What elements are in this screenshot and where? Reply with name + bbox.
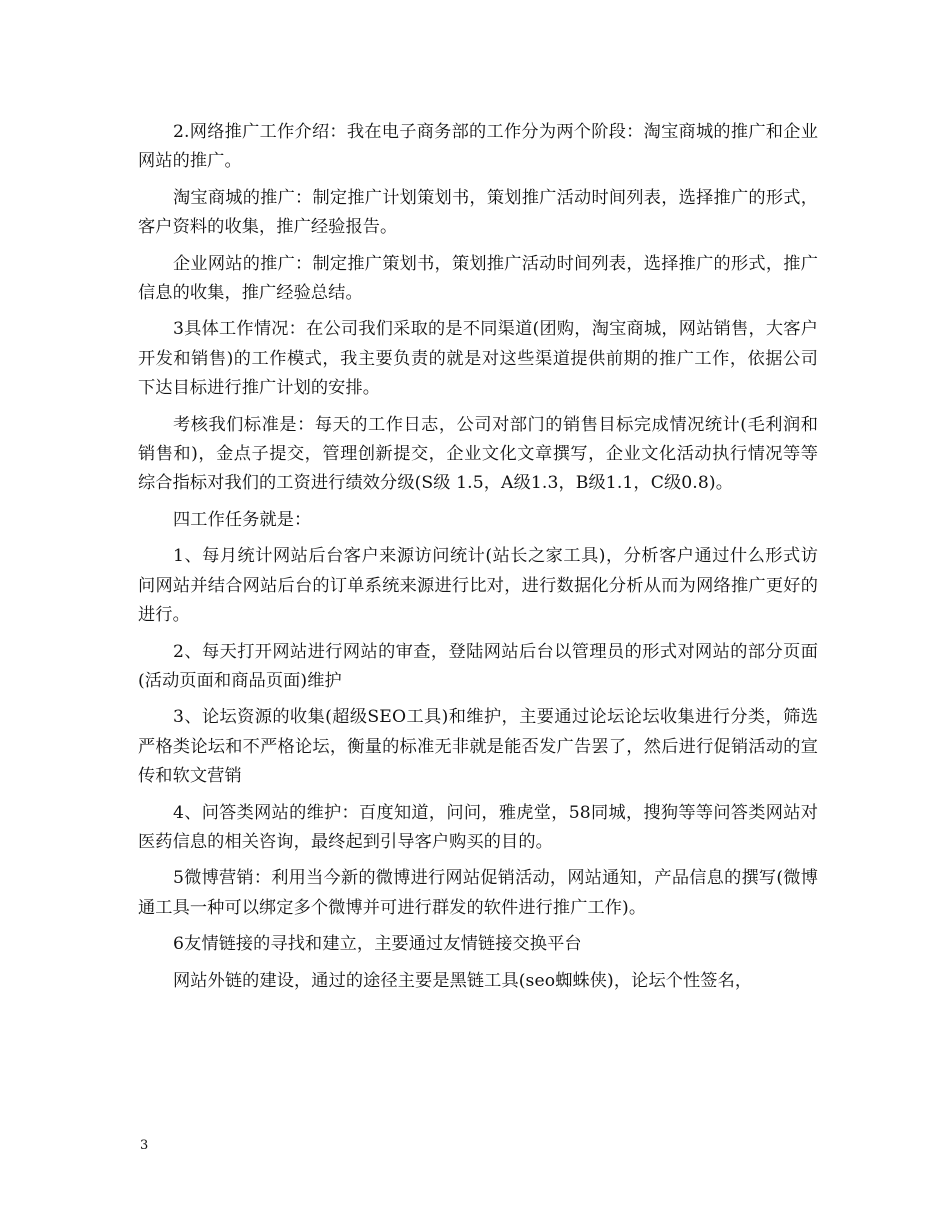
paragraph-task-6: 6友情链接的寻找和建立，主要通过友情链接交换平台	[173, 934, 582, 955]
paragraph-taobao-promotion: 淘宝商城的推广：制定推广计划策划书，策划推广活动时间列表，选择推广的形式，客户资料的收集，推广经验报告。	[138, 187, 818, 238]
paragraph-external-links: 网站外链的建设，通过的途径主要是黑链工具(seo蜘蛛侠)，论坛个性签名，	[173, 970, 753, 991]
paragraph-assessment-standard: 考核我们标准是：每天的工作日志，公司对部门的销售目标完成情况统计(毛利润和销售和)，金点子提交，管理创新提交，企业文化文章撰写，企业文化活动执行情况等等综合指标对我们的工资进行绩效分级(S级 1.5，A级1.3，B级1.1，C级0.8)。	[138, 414, 818, 494]
paragraph-network-promotion-intro: 2.网络推广工作介绍：我在电子商务部的工作分为两个阶段：淘宝商城的推广和企业网站的推广。	[138, 122, 818, 172]
paragraph-task-5: 5微博营销：利用当今新的微博进行网站促销活动，网站通知，产品信息的撰写(微博通工具一种可以绑定多个微博并可进行群发的软件进行推广工作)。	[138, 868, 818, 918]
paragraph-task-3: 3、论坛资源的收集(超级SEO工具)和维护，主要通过论坛论坛收集进行分类，筛选严格类论坛和不严格论坛，衡量的标准无非就是能否发广告罢了，然后进行促销活动的宣传和软文营销	[138, 707, 818, 787]
paragraph-task-heading: 四工作任务就是：	[173, 509, 312, 530]
page-number: 3	[140, 1138, 149, 1153]
paragraph-work-situation: 3具体工作情况：在公司我们采取的是不同渠道(团购，淘宝商城，网站销售，大客户开发和销售)的工作模式，我主要负责的就是对这些渠道提供前期的推广工作，依据公司下达目标进行推广计划的安排。	[138, 319, 818, 399]
paragraph-task-2: 2、每天打开网站进行网站的审查，登陆网站后台以管理员的形式对网站的部分页面(活动页面和商品页面)维护	[138, 641, 818, 691]
paragraph-task-1: 1、每月统计网站后台客户来源访问统计(站长之家工具)，分析客户通过什么形式访问网站并结合网站后台的订单系统来源进行比对，进行数据化分析从而为网络推广更好的进行。	[138, 546, 818, 626]
paragraph-enterprise-site-promotion: 企业网站的推广：制定推广策划书，策划推广活动时间列表，选择推广的形式，推广信息的收集，推广经验总结。	[138, 253, 818, 304]
paragraph-task-4: 4、问答类网站的维护：百度知道，问问，雅虎堂，58同城，搜狗等等问答类网站对医药信息的相关咨询，最终起到引导客户购买的目的。	[138, 802, 818, 852]
document-body	[138, 118, 818, 1003]
